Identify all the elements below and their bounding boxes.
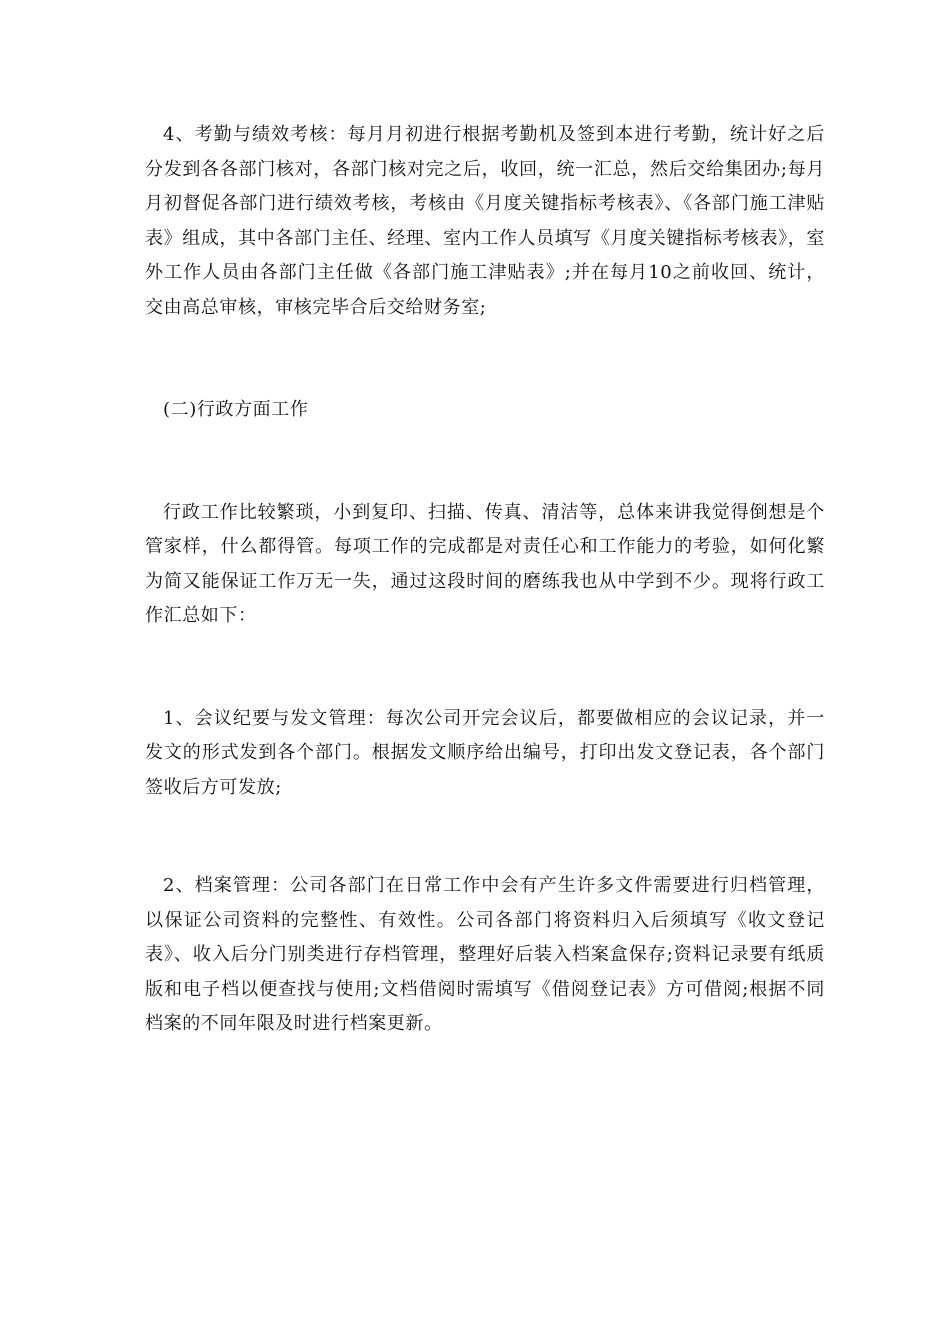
document-body — [145, 118, 825, 1042]
spacer — [145, 428, 825, 496]
paragraph-meeting: 1、会议纪要与发文管理：每次公司开完会议后，都要做相应的会议记录，并一发文的形式发到各个部门。根据发文顺序给出编号，打印出发文登记表，各个部门签收后方可发放; — [145, 707, 825, 798]
section-heading-admin: (二)行政方面工作 — [163, 399, 309, 420]
paragraph-archive: 2、档案管理：公司各部门在日常工作中会有产生许多文件需要进行归档管理，以保证公司资料的完整性、有效性。公司各部门将资料归入后须填写《收文登记表》、收入后分门别类进行存档管理，整理好后装入档案盒保存;资料记录要有纸质版和电子档以便查找与使用;文档借阅时需填写《借阅登记表》方可借阅;根据不同档案的不同年限及时进行档案更新。 — [145, 875, 825, 1034]
paragraph-admin-intro: 行政工作比较繁琐，小到复印、扫描、传真、清洁等，总体来讲我觉得倒想是个管家样，什么都得管。每项工作的完成都是对责任心和工作能力的考验，如何化繁为简又能保证工作万无一失，通过这段时间的磨练我也从中学到不少。现将行政工作汇总如下： — [145, 501, 825, 626]
spacer — [145, 634, 825, 702]
paragraph-attendance: 4、考勤与绩效考核：每月月初进行根据考勤机及签到本进行考勤，统计好之后分发到各各部门核对，各部门核对完之后，收回，统一汇总，然后交给集团办;每月月初督促各部门进行绩效考核，考核由《月度关键指标考核表》、《各部门施工津贴表》组成，其中各部门主任、经理、室内工作人员填写《月度关键指标考核表》，室外工作人员由各部门主任做《各部门施工津贴表》;并在每月10之前收回、统计，交由高总审核，审核完毕合后交给财务室; — [145, 124, 825, 318]
spacer — [145, 325, 825, 393]
spacer — [145, 805, 825, 869]
